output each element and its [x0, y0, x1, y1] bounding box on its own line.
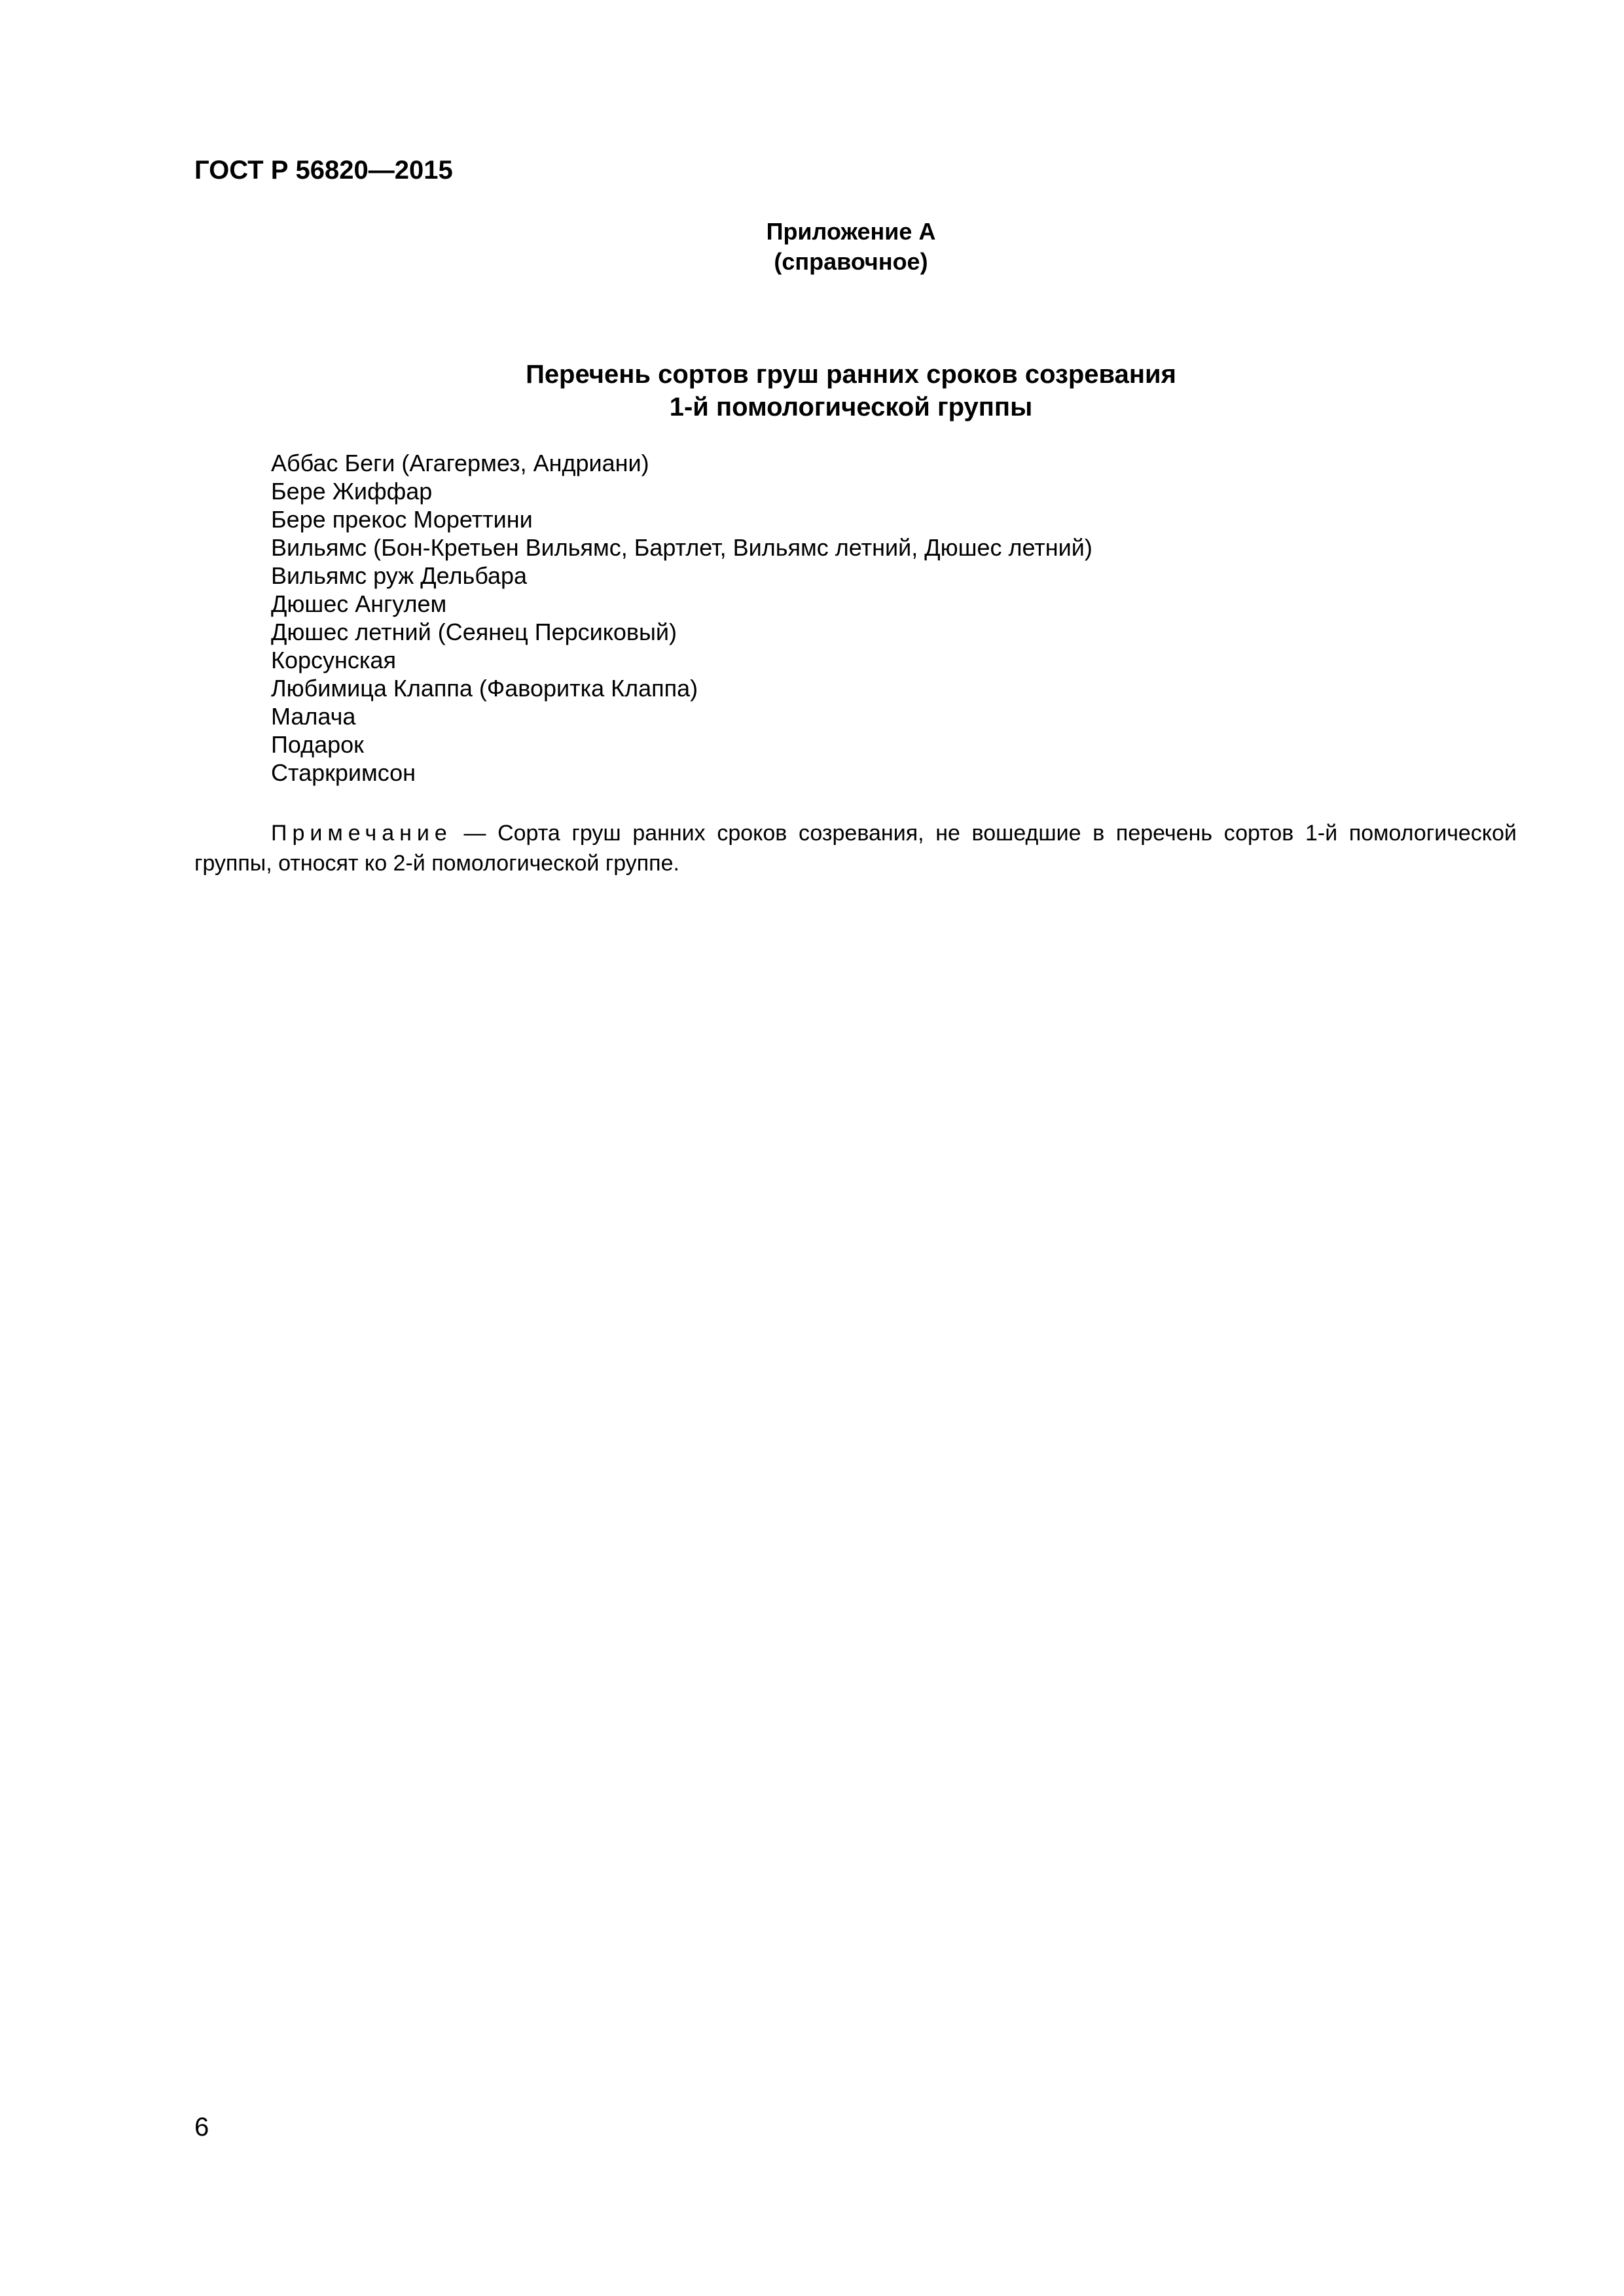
list-item: Подарок [271, 731, 364, 758]
list-item: Бере Жиффар [271, 478, 433, 505]
section-heading-line-1: Перечень сортов груш ранних сроков созревания [526, 360, 1176, 389]
list-item: Вильямс руж Дельбара [271, 562, 528, 589]
list-item: Любимица Клаппа (Фаворитка Клаппа) [271, 675, 698, 702]
note-paragraph [194, 818, 1517, 878]
list-item: Малача [271, 703, 356, 730]
list-item: Аббас Беги (Агагермез, Андриани) [271, 450, 649, 476]
note-text: — Сорта груш ранних сроков созревания, не вошедшие в перечень сортов 1-й помологической группы, относят ко 2-й помологической группе. [194, 821, 1517, 876]
list-item: Бере прекос Мореттини [271, 506, 533, 533]
list-item: Дюшес Ангулем [271, 590, 447, 617]
list-item: Дюшес летний (Сеянец Персиковый) [271, 619, 677, 645]
pear-variety-list [271, 449, 1092, 787]
list-item: Старкримсон [271, 759, 416, 786]
list-item: Корсунская [271, 647, 396, 673]
note-label: Примечание [271, 821, 452, 846]
appendix-kind: (справочное) [774, 248, 928, 275]
document-code: ГОСТ Р 56820—2015 [194, 156, 453, 185]
section-heading-line-2: 1-й помологической группы [669, 393, 1033, 422]
page-number: 6 [194, 2113, 209, 2142]
list-item: Вильямс (Бон-Кретьен Вильямс, Бартлет, Вильямс летний, Дюшес летний) [271, 534, 1092, 561]
appendix-title: Приложение А [766, 218, 936, 245]
